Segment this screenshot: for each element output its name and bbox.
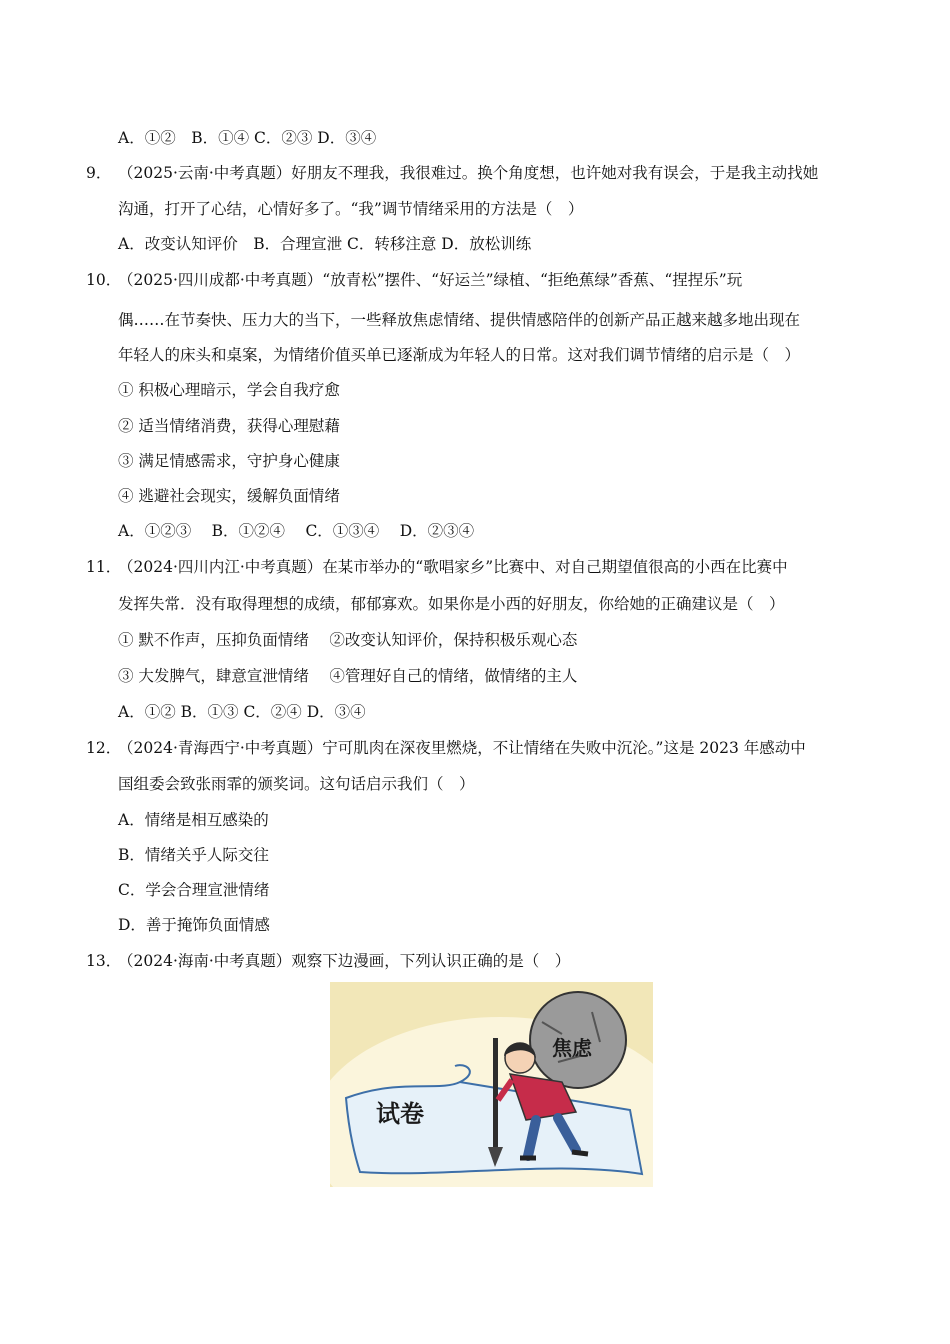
anxiety-cartoon	[330, 982, 653, 1187]
q11-number: 11．	[86, 558, 122, 576]
q12-option-b: B．情绪关乎人际交往	[118, 846, 269, 864]
q10-item: ① 积极心理暗示，学会自我疗愈	[118, 381, 340, 399]
q9-number: 9．	[86, 164, 112, 182]
q13-stem-line1: （2024·海南·中考真题）观察下边漫画，下列认识正确的是（ ）	[118, 952, 571, 970]
q11-item: ① 默不作声，压抑负面情绪 ②改变认知评价，保持积极乐观心态	[118, 631, 578, 649]
q11-item: ③ 大发脾气，肆意宣泄情绪 ④管理好自己的情绪，做情绪的主人	[118, 667, 578, 685]
q9-stem-line2: 沟通，打开了心结，心情好多了。“我”调节情绪采用的方法是（ ）	[118, 200, 584, 218]
q10-options: A．①②③ B．①②④ C．①③④ D．②③④	[118, 522, 475, 540]
q12-number: 12．	[86, 739, 122, 757]
q13-number: 13．	[86, 952, 122, 970]
q12-stem-line2: 国组委会致张雨霏的颁奖词。这句话启示我们（ ）	[118, 775, 475, 793]
q12-option-a: A．情绪是相互感染的	[118, 811, 269, 829]
q11-stem-line1: （2024·四川内江·中考真题）在某市举办的“歌唱家乡”比赛中、对自己期望值很高的小西在比赛中	[118, 558, 788, 576]
q12-stem-line1: （2024·青海西宁·中考真题）宁可肌肉在深夜里燃烧，不让情绪在失败中沉沦。”这是 2023 年感动中	[118, 739, 806, 757]
q10-item: ③ 满足情感需求，守护身心健康	[118, 452, 340, 470]
q10-item: ② 适当情绪消费，获得心理慰藉	[118, 417, 340, 435]
q10-stem-line2: 偶……在节奏快、压力大的当下，一些释放焦虑情绪、提供情感陪伴的创新产品正越来越多地出现在	[118, 311, 801, 329]
q10-item: ④ 逃避社会现实，缓解负面情绪	[118, 487, 340, 505]
rock-label: 焦虑	[552, 1036, 592, 1060]
q9-options: A．改变认知评价 B．合理宣泄 C．转移注意 D．放松训练	[118, 235, 532, 253]
q12-option-d: D．善于掩饰负面情感	[118, 916, 270, 934]
q10-stem-line3: 年轻人的床头和桌案，为情绪价值买单已逐渐成为年轻人的日常。这对我们调节情绪的启示是（ ）	[118, 346, 801, 364]
q9-stem-line1: （2025·云南·中考真题）好朋友不理我，我很难过。换个角度想，也许她对我有误会，于是我主动找她	[118, 164, 819, 182]
q10-number: 10．	[86, 271, 122, 289]
paper-label: 试卷	[376, 1100, 424, 1128]
q11-options: A．①② B．①③ C．②④ D．③④	[118, 703, 366, 721]
q10-stem-line1: （2025·四川成都·中考真题）“放青松”摆件、“好运兰”绿植、“拒绝蕉绿”香蕉、“捏捏乐”玩	[118, 271, 743, 289]
q12-option-c: C．学会合理宣泄情绪	[118, 881, 270, 899]
q8-options: A．①② B．①④ C．②③ D．③④	[118, 129, 377, 147]
q11-stem-line2: 发挥失常．没有取得理想的成绩，郁郁寡欢。如果你是小西的好朋友，你给她的正确建议是（ ）	[118, 595, 785, 613]
